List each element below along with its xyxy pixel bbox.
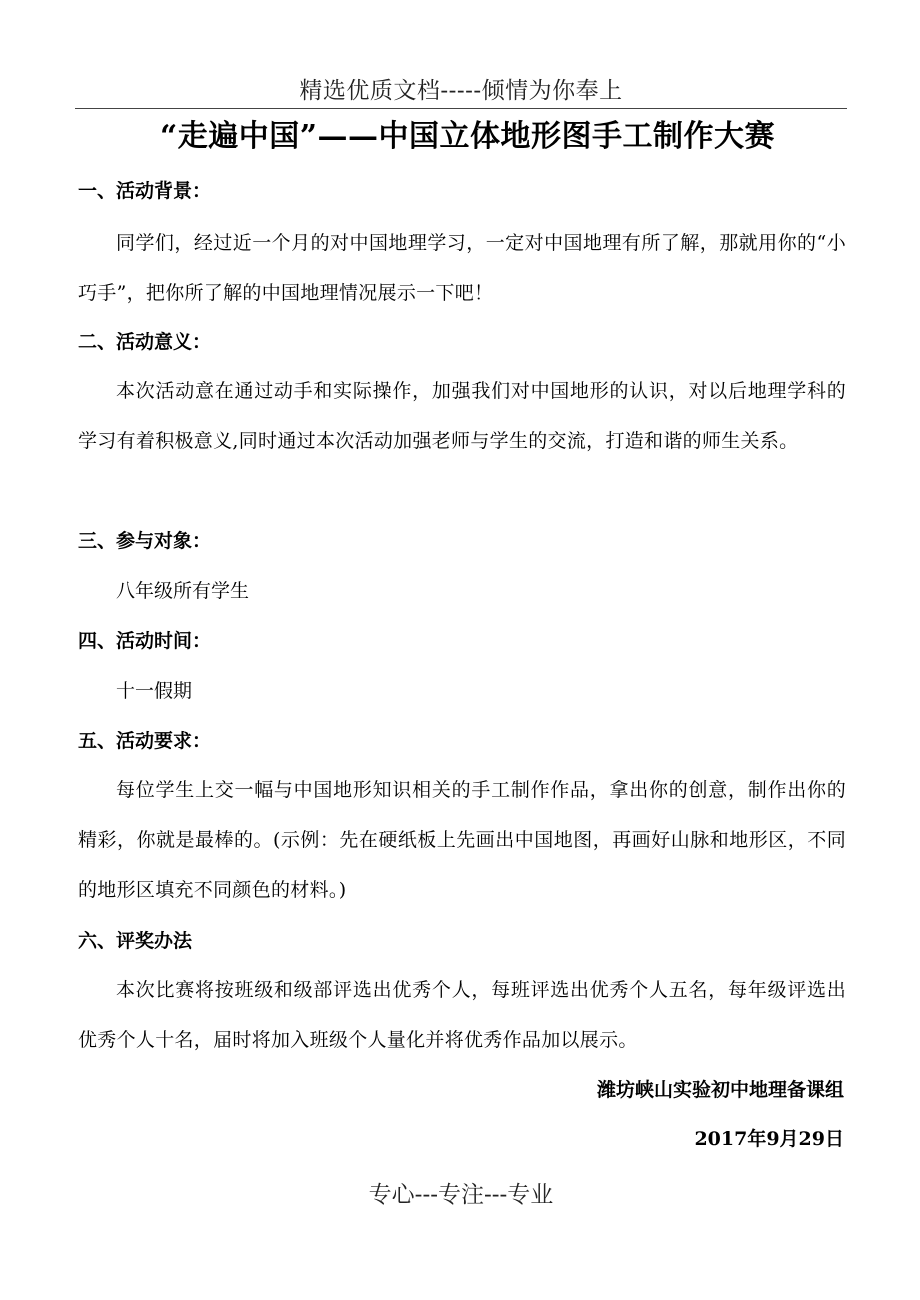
page-footer: 专心---专注---专业 xyxy=(368,1182,554,1208)
section-body-significance: 本次活动意在通过动手和实际操作，加强我们对中国地形的认识，对以后地理学科的学习有着积极意义,同时通过本次活动加强老师与学生的交流，打造和谐的师生关系。 xyxy=(78,380,846,452)
section-heading-background: 一、活动背景： xyxy=(78,180,212,202)
header-divider xyxy=(75,108,847,109)
page-header: 精选优质文档-----倾情为你奉上 xyxy=(299,78,623,104)
signature-organization: 潍坊峡山实验初中地理备课组 xyxy=(596,1079,844,1101)
document-title: “走遍中国”——中国立体地形图手工制作大赛 xyxy=(160,119,776,154)
section-body-background: 同学们，经过近一个月的对中国地理学习，一定对中国地理有所了解，那就用你的“小巧手”，把你所了解的中国地理情况展示一下吧！ xyxy=(78,232,846,304)
section-heading-awards: 六、评奖办法 xyxy=(78,930,193,952)
section-heading-participants: 三、参与对象： xyxy=(78,530,212,552)
signature-date: 2017年9月29日 xyxy=(694,1128,844,1150)
section-body-participants: 八年级所有学生 xyxy=(116,580,250,602)
section-heading-time: 四、活动时间： xyxy=(78,630,212,652)
section-heading-significance: 二、活动意义： xyxy=(78,331,212,353)
section-body-requirements: 每位学生上交一幅与中国地形知识相关的手工制作作品，拿出你的创意，制作出你的精彩，你就是最棒的。(示例：先在硬纸板上先画出中国地图，再画好山脉和地形区，不同的地形区填充不同颜色的材料。) xyxy=(78,779,846,901)
section-body-time: 十一假期 xyxy=(116,680,193,702)
section-heading-requirements: 五、活动要求： xyxy=(78,730,212,752)
section-body-awards: 本次比赛将按班级和级部评选出优秀个人，每班评选出优秀个人五名，每年级评选出优秀个人十名，届时将加入班级个人量化并将优秀作品加以展示。 xyxy=(78,979,846,1051)
